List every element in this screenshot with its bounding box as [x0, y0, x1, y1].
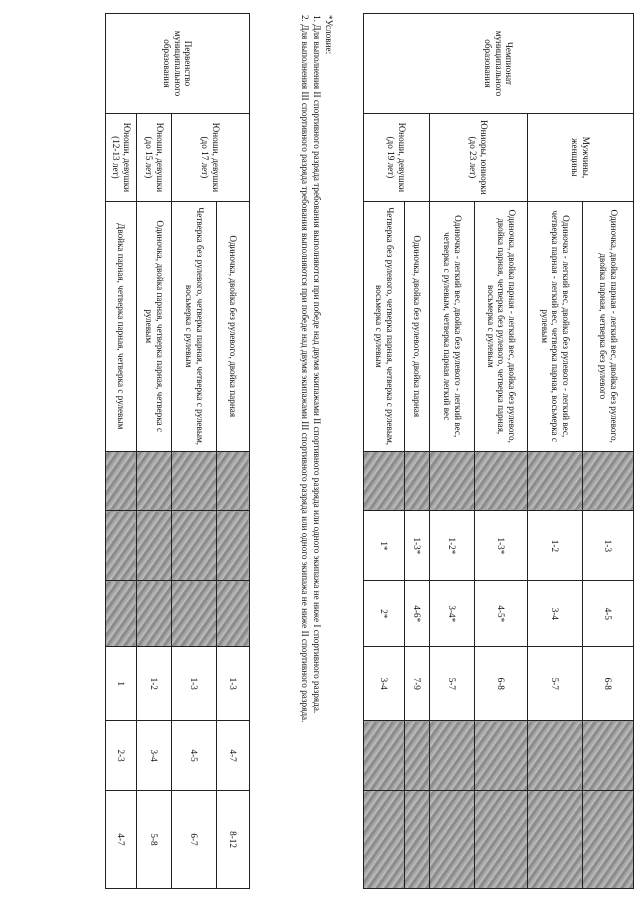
value-cell: 3-4* [430, 581, 475, 647]
table-row [583, 14, 634, 889]
value-cell [137, 451, 172, 511]
table-row [106, 14, 137, 889]
group-cell: Юниоры, юниорки (до 23 лет) [430, 113, 528, 201]
value-cell [405, 791, 430, 889]
value-cell: 4-5* [475, 581, 528, 647]
value-cell: 4-5 [583, 581, 634, 647]
value-cell [106, 511, 137, 581]
value-cell: 4-5 [172, 721, 217, 791]
value-cell [172, 451, 217, 511]
value-cell [137, 581, 172, 647]
value-cell [430, 791, 475, 889]
notes-title: *Условие: [324, 15, 334, 55]
value-cell: 4-7 [106, 791, 137, 889]
value-cell: 2* [364, 581, 405, 647]
value-cell: 1-2 [528, 511, 583, 581]
value-cell: 1-2 [137, 647, 172, 721]
boats-cell: Двойка парная, четверка парная, четверка с рулевым [106, 201, 137, 451]
group-cell: Юноши, девушки (до 19 лет) [364, 113, 430, 201]
value-cell: 5-7 [430, 647, 475, 721]
table-row [217, 14, 250, 889]
value-cell: 1 [106, 647, 137, 721]
value-cell [172, 581, 217, 647]
boats-cell: Одиночка - легкий вес, двойка без рулевого - легкий вес, четверка парная - легкий вес, четверка парная, восьмерка с рулевым [528, 201, 583, 451]
value-cell: 2-3 [106, 721, 137, 791]
value-cell: 1-3* [475, 511, 528, 581]
boats-cell: Одиночка, двойка без рулевого, двойка парная [405, 201, 430, 451]
table-row [137, 14, 172, 889]
value-cell: 3-4 [364, 647, 405, 721]
value-cell: 6-8 [475, 647, 528, 721]
value-cell: 4-7 [217, 721, 250, 791]
boats-cell: Одиночка, двойка парная - легкий вес, двойка без рулевого, двойка парная, четверка без рулевого, четверка парная, восьмерка с рулевым [475, 201, 528, 451]
value-cell: 4-6* [405, 581, 430, 647]
boats-cell: Четверка без рулевого, четверка парная, четверка с рулевым, восьмерка с рулевым [364, 201, 405, 451]
boats-cell: Одиночка - легкий вес, двойка без рулевого - легкий вес, четверка с рулевым, четверка парная легкий вес [430, 201, 475, 451]
group-cell: Юноши, девушки (12-13 лет) [106, 113, 137, 201]
value-cell: 1-3* [405, 511, 430, 581]
value-cell [583, 791, 634, 889]
value-cell [217, 581, 250, 647]
value-cell: 1-3 [172, 647, 217, 721]
value-cell [528, 791, 583, 889]
group-cell: Мужчины, женщины [528, 113, 634, 201]
youth-table [105, 13, 250, 889]
group-cell: Юноши, девушки (до 15 лет) [137, 113, 172, 201]
value-cell [405, 721, 430, 791]
value-cell [475, 791, 528, 889]
value-cell [217, 451, 250, 511]
section-cell: Чемпионат муниципального образования [364, 14, 634, 114]
value-cell: 3-4 [137, 721, 172, 791]
value-cell [106, 451, 137, 511]
value-cell: 5-7 [528, 647, 583, 721]
value-cell [430, 451, 475, 511]
boats-cell: Одиночка, двойка парная - легкий вес, двойка без рулевого, двойка парная, четверка без рулевого [583, 201, 634, 451]
boats-cell: Одиночка, двойка без рулевого, двойка парная [217, 201, 250, 451]
value-cell [137, 511, 172, 581]
value-cell [475, 451, 528, 511]
value-cell: 8-12 [217, 791, 250, 889]
value-cell: 1-3 [217, 647, 250, 721]
section-cell: Первенство муниципального образования [106, 14, 250, 114]
value-cell [475, 721, 528, 791]
value-cell: 6-7 [172, 791, 217, 889]
value-cell: 5-8 [137, 791, 172, 889]
notes-block [298, 15, 334, 885]
value-cell [172, 511, 217, 581]
value-cell [364, 721, 405, 791]
value-cell [528, 451, 583, 511]
table-row [475, 14, 528, 889]
value-cell: 1-2* [430, 511, 475, 581]
note-1: 1. Для выполнения II спортивного разряда требования выполняются при победе над двумя экипажами II спортивного разряда или одного экипажа не ниже I спортивного разряда. [312, 15, 323, 714]
championship-table [363, 13, 634, 889]
value-cell [217, 511, 250, 581]
value-cell [405, 451, 430, 511]
table-row [405, 14, 430, 889]
value-cell: 3-4 [528, 581, 583, 647]
value-cell [364, 791, 405, 889]
group-cell: Юноши, девушки (до 17 лет) [172, 113, 250, 201]
value-cell [430, 721, 475, 791]
value-cell [528, 721, 583, 791]
value-cell: 1-3 [583, 511, 634, 581]
value-cell: 7-9 [405, 647, 430, 721]
value-cell [106, 581, 137, 647]
value-cell: 6-8 [583, 647, 634, 721]
value-cell: 1* [364, 511, 405, 581]
value-cell [583, 721, 634, 791]
boats-cell: Одиночка, двойка парная, четверка парная, четверка с рулевым [137, 201, 172, 451]
boats-cell: Четверка без рулевого, четверка парная, четверка с рулевым, восьмерка с рулевым [172, 201, 217, 451]
note-2: 2. Для выполнения III спортивного разряда требования выполняются при победе над двумя экипажами III спортивного разряда или одного экипажа не ниже II спортивного разряда. [300, 15, 311, 723]
value-cell [364, 451, 405, 511]
value-cell [583, 451, 634, 511]
